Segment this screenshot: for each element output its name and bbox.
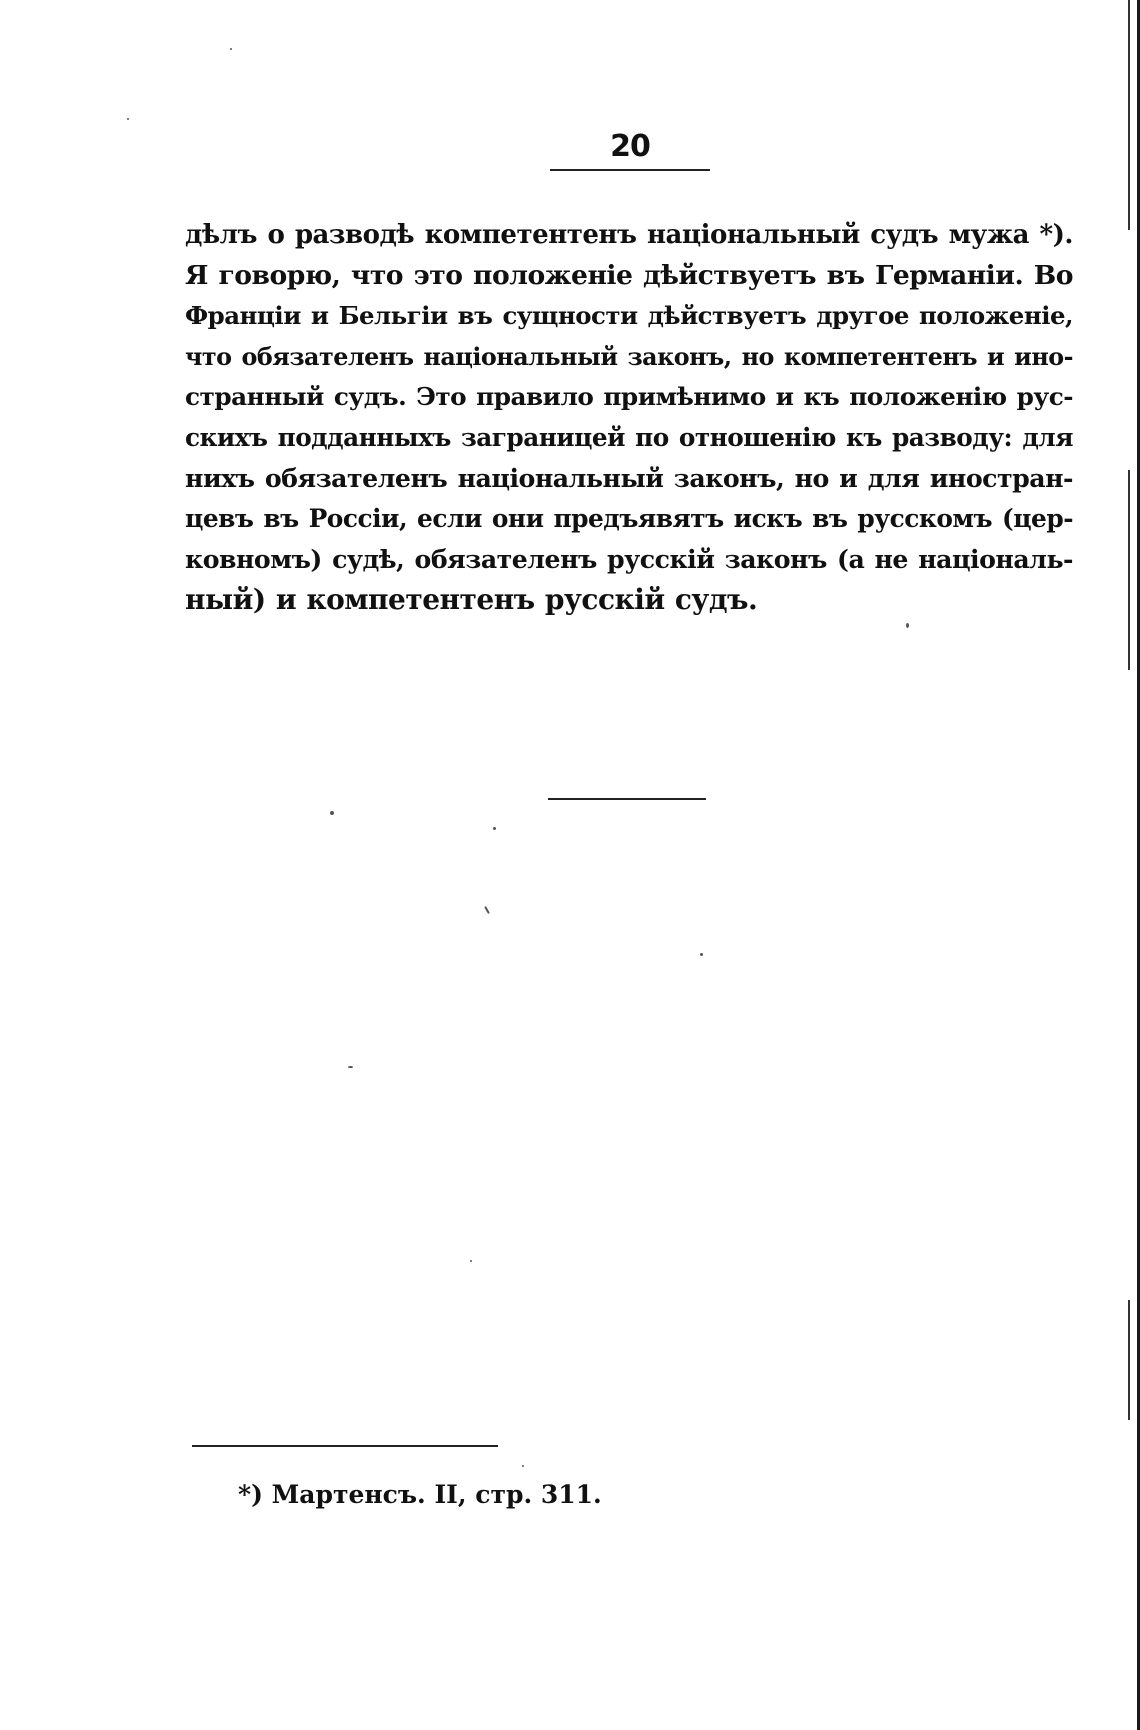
footnote: *) Мартенсъ. II, стр. 311.	[238, 1480, 602, 1509]
text-line: что обязателенъ національный законъ, но компетентенъ и ино-	[185, 342, 1073, 371]
scan-speck	[522, 1465, 524, 1467]
text-line: Франціи и Бельгіи въ сущности дѣйствуетъ другое положеніе,	[185, 301, 1073, 330]
text-line: цевъ въ Россіи, если они предъявятъ искъ въ русскомъ (цер-	[185, 503, 1073, 533]
scan-speck	[470, 1260, 472, 1262]
footnote-rule	[192, 1445, 498, 1447]
page-number: 20	[610, 129, 650, 164]
scan-speck	[700, 953, 703, 956]
page-edge-mark	[1128, 1300, 1130, 1420]
scan-speck	[348, 1066, 353, 1068]
text-line: Я говорю, что это положеніе дѣйствуетъ въ Германіи. Во	[185, 259, 1073, 291]
text-line: нихъ обязателенъ національный законъ, но и для иностран-	[185, 463, 1073, 493]
page-edge-mark	[1128, 0, 1130, 230]
text-line: ковномъ) судѣ, обязателенъ русскій законъ (а не національ-	[185, 544, 1073, 574]
scan-speck	[484, 906, 490, 914]
section-divider	[548, 798, 706, 800]
scan-speck	[906, 623, 909, 628]
text-line: странный судъ. Это правило примѣнимо и къ положенію рус-	[185, 382, 1073, 411]
text-line: скихъ подданныхъ заграницей по отношенію къ разводу: для	[185, 422, 1073, 452]
scan-speck	[230, 48, 232, 50]
scan-speck	[493, 827, 496, 830]
text-line: ный) и компетентенъ русскій судъ.	[185, 582, 758, 616]
text-line: дѣлъ о разводѣ компетентенъ національный судъ мужа *).	[185, 220, 1073, 250]
scan-speck	[330, 811, 334, 815]
header-rule	[550, 169, 710, 171]
body-paragraph	[185, 215, 1073, 620]
scan-speck	[127, 118, 129, 120]
page-edge-mark	[1128, 470, 1130, 670]
